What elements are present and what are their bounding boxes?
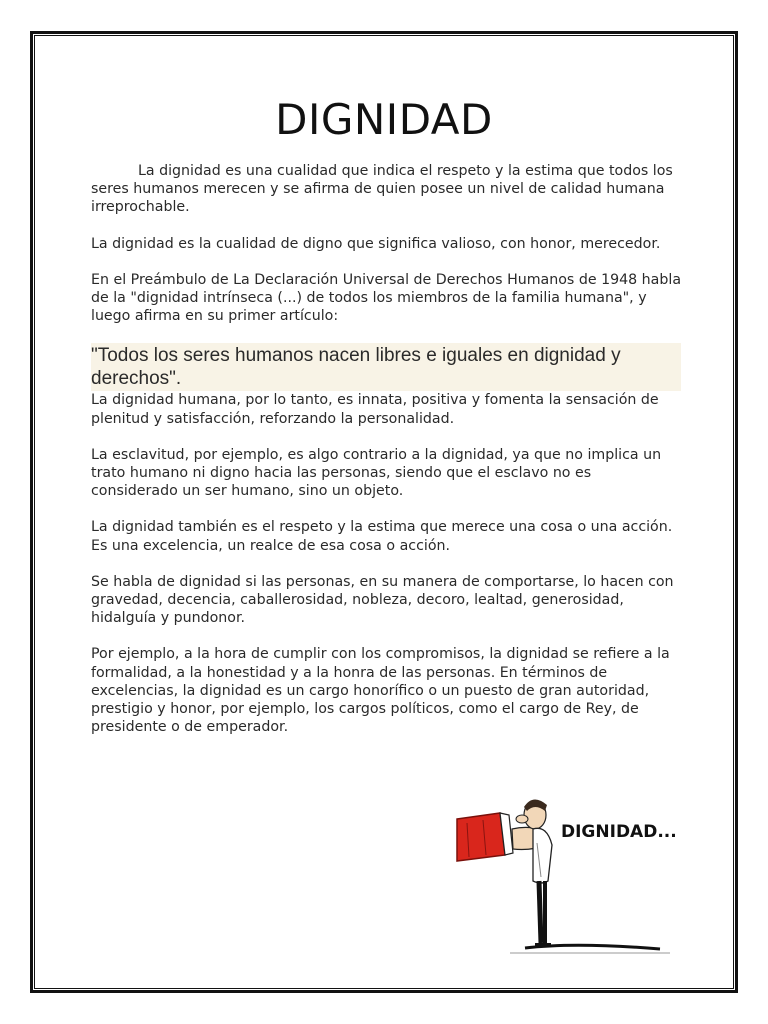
dignidad-illustration xyxy=(455,785,677,957)
paragraph-definition: La dignidad es la cualidad de digno que significa valioso, con honor, merecedor. xyxy=(91,235,661,252)
paragraph-innate: La dignidad humana, por lo tanto, es innata, positiva y fomenta la sensación de plenitud y satisfacción, reforzando la personalidad. xyxy=(91,392,659,427)
paragraph-intro: La dignidad es una cualidad que indica el respeto y la estima que todos los seres humanos merecen y se afirma de quien posee un nivel de calidad humana irreprochable. xyxy=(91,163,673,216)
page-title: DIGNIDAD xyxy=(275,95,493,144)
document-body xyxy=(91,162,681,736)
illustration-label: DIGNIDAD... xyxy=(561,822,677,842)
paragraph-slavery: La esclavitud, por ejemplo, es algo contrario a la dignidad, ya que no implica un trato humano ni digno hacia las personas, siendo que el esclavo no es considerado un ser humano, sino un objeto. xyxy=(91,446,662,500)
paragraph-declaration: En el Preámbulo de La Declaración Universal de Derechos Humanos de 1948 habla de la "dignidad intrínseca (...) de todos los miembros de la familia humana", y luego afirma en su primer artículo: xyxy=(91,271,682,325)
paragraph-respect: La dignidad también es el respeto y la estima que merece una cosa o una acción. Es una excelencia, un realce de esa cosa o acción. xyxy=(91,519,673,554)
paragraph-commitments: Por ejemplo, a la hora de cumplir con los compromisos, la dignidad se refiere a la formalidad, a la honestidad y a la honra de las personas. En términos de excelencias, la dignidad es un cargo honorífico o un puesto de gran autoridad, prestigio y honor, por ejemplo, los cargos políticos, como el cargo de Rey, de presidente o de emperador. xyxy=(91,646,670,736)
paragraph-behavior: Se habla de dignidad si las personas, en su manera de comportarse, lo hacen con gravedad, decencia, caballerosidad, nobleza, decoro, lealtad, generosidad, hidalguía y pundonor. xyxy=(91,573,674,627)
quote-article-one: "Todos los seres humanos nacen libres e iguales en dignidad y derechos". xyxy=(91,343,681,391)
